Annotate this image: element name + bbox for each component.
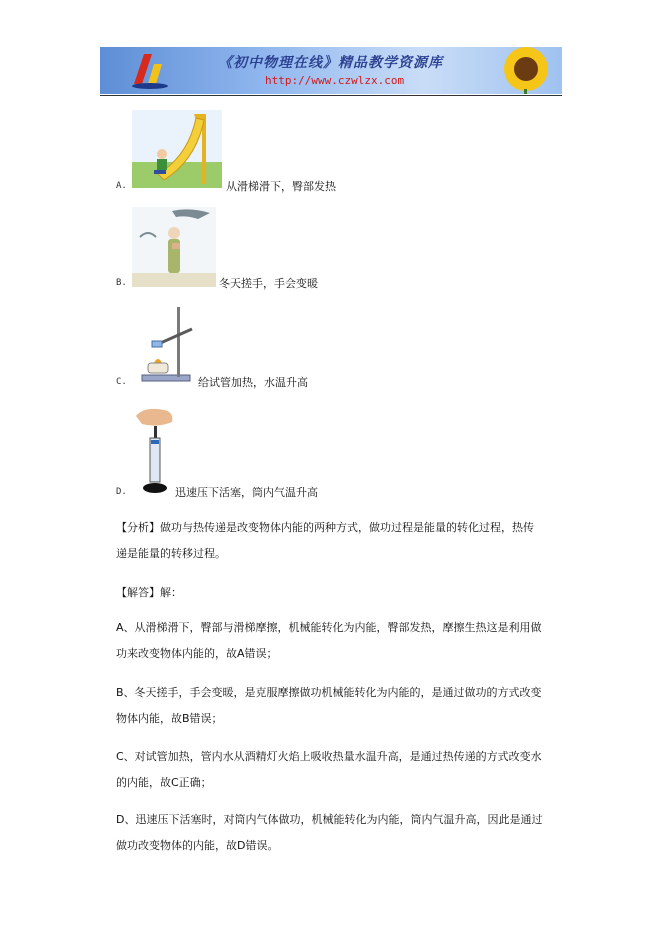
slide-icon	[132, 110, 222, 188]
banner-title: 《初中物理在线》精品教学资源库	[218, 55, 443, 71]
option-c-letter: C.	[116, 377, 127, 387]
option-d-letter: D.	[116, 487, 127, 497]
banner-url: http://www.czwlzx.com	[265, 74, 405, 87]
answer-item-a	[116, 615, 566, 667]
answer-item-c	[116, 744, 566, 796]
option-a-text: 从滑梯滑下，臀部发热	[226, 180, 336, 193]
analysis-line-2: 递是能量的转移过程。	[116, 547, 226, 560]
analysis-section	[116, 515, 566, 567]
header-divider	[100, 95, 562, 96]
answer-d-line-2: 做功改变物体的内能，故D错误。	[116, 839, 279, 852]
piston-compression-icon	[134, 406, 176, 494]
option-b-text: 冬天搓手，手会变暖	[219, 277, 318, 290]
analysis-line-1: 【分析】做功与热传递是改变物体内能的两种方式，做功过程是能量的转化过程，热传	[116, 521, 534, 534]
answer-a-line-1: A、从滑梯滑下，臀部与滑梯摩擦，机械能转化为内能，臀部发热，摩擦生热这是利用做	[116, 621, 542, 634]
rubbing-hands-icon	[132, 207, 216, 287]
answer-item-b	[116, 680, 566, 732]
test-tube-heating-icon	[136, 305, 196, 385]
option-b-letter: B.	[116, 278, 127, 288]
answer-c-line-1: C、对试管加热，管内水从酒精灯火焰上吸收热量水温升高，是通过热传递的方式改变水	[116, 750, 542, 763]
sunflower-icon	[486, 47, 556, 94]
answer-heading: 【解答】解：	[116, 586, 182, 599]
option-c-text: 给试管加热，水温升高	[198, 376, 308, 389]
answer-c-line-2: 的内能，故C正确；	[116, 776, 212, 789]
answer-b-line-1: B、冬天搓手，手会变暖，是克服摩擦做功机械能转化为内能的，是通过做功的方式改变	[116, 686, 542, 699]
site-logo	[130, 50, 170, 90]
answer-b-line-2: 物体内能，故B错误；	[116, 712, 223, 725]
answer-item-d	[116, 807, 566, 859]
option-d-text: 迅速压下活塞，筒内气温升高	[175, 486, 318, 499]
answer-d-line-1: D、迅速压下活塞时，对筒内气体做功，机械能转化为内能，筒内气温升高，因此是通过	[116, 813, 543, 826]
answer-a-line-2: 功来改变物体内能的，故A错误；	[116, 647, 278, 660]
header-banner	[100, 47, 562, 94]
option-a-letter: A.	[116, 181, 127, 191]
